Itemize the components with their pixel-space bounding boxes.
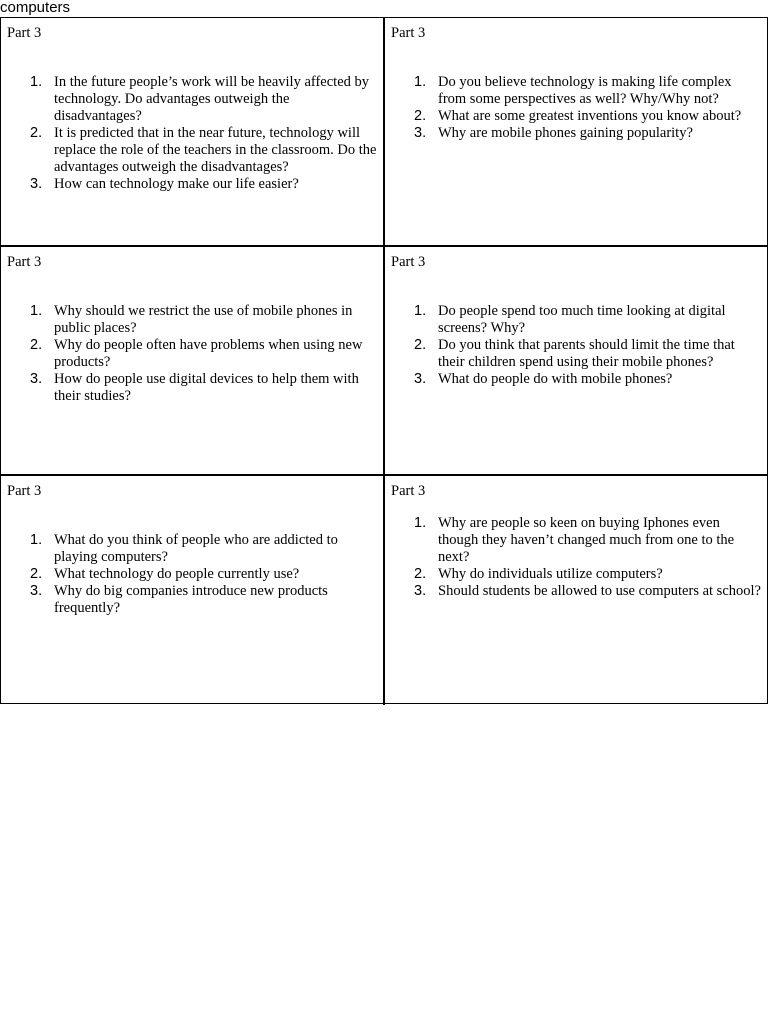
question-item (30, 532, 377, 566)
question-list (30, 74, 377, 193)
question-item (414, 125, 763, 142)
question-number: 3. (414, 371, 427, 387)
question-text: What are some greatest inventions you know about? (438, 108, 742, 124)
question-card (1, 247, 385, 476)
question-text: Why do big companies introduce new products frequently? (54, 583, 328, 616)
question-number: 1. (414, 303, 427, 319)
question-list (30, 303, 377, 405)
question-item (30, 566, 377, 583)
question-card (385, 247, 768, 476)
question-text: Do you think that parents should limit the time that their children spend using their mobile phones? (438, 337, 735, 370)
question-text: Why do individuals utilize computers? (438, 566, 663, 582)
question-item (414, 74, 763, 108)
question-list (414, 74, 763, 142)
question-card (385, 476, 768, 705)
question-card (385, 18, 768, 247)
question-number: 3. (30, 176, 43, 192)
question-list (414, 515, 763, 600)
question-number: 2. (30, 566, 43, 582)
question-item (30, 371, 377, 405)
question-text: Why do people often have problems when using new products? (54, 337, 363, 370)
question-item (414, 337, 763, 371)
question-item (30, 74, 377, 125)
question-number: 1. (30, 532, 43, 548)
question-number: 2. (414, 566, 427, 582)
question-item (30, 583, 377, 617)
question-text: Why are mobile phones gaining popularity? (438, 125, 693, 141)
question-text: Do you believe technology is making life complex from some perspectives as well? Why/Why not? (438, 74, 732, 107)
question-card (1, 18, 385, 247)
question-item (30, 176, 377, 193)
card-heading: Part 3 (7, 254, 42, 270)
question-number: 3. (30, 371, 43, 387)
question-item (414, 566, 763, 583)
question-number: 3. (414, 583, 427, 599)
question-card (1, 476, 385, 705)
question-item (414, 108, 763, 125)
question-number: 1. (414, 515, 427, 531)
question-number: 1. (30, 303, 43, 319)
question-list (414, 303, 763, 388)
question-list (30, 532, 377, 617)
question-number: 3. (414, 125, 427, 141)
question-number: 1. (414, 74, 427, 90)
question-text: Why should we restrict the use of mobile phones in public places? (54, 303, 353, 336)
question-item (30, 303, 377, 337)
question-item (30, 337, 377, 371)
question-number: 2. (414, 337, 427, 353)
question-item (414, 583, 763, 600)
question-number: 2. (414, 108, 427, 124)
question-text: How can technology make our life easier? (54, 176, 299, 192)
question-number: 3. (30, 583, 43, 599)
card-heading: Part 3 (391, 254, 426, 270)
question-text: It is predicted that in the near future, technology will replace the role of the teachers in the classroom. Do the advantages outweigh the disadvantages? (54, 125, 377, 175)
card-heading: Part 3 (391, 483, 426, 499)
question-text: Why are people so keen on buying Iphones even though they haven’t changed much from one to the next? (438, 515, 735, 565)
question-number: 2. (30, 125, 43, 141)
question-text: What do you think of people who are addicted to playing computers? (54, 532, 338, 565)
question-item (414, 303, 763, 337)
question-text: In the future people’s work will be heavily affected by technology. Do advantages outweigh the disadvantages? (54, 74, 369, 124)
question-text: What do people do with mobile phones? (438, 371, 673, 387)
card-heading: Part 3 (391, 25, 426, 41)
card-heading: Part 3 (7, 25, 42, 41)
question-item (414, 515, 763, 566)
question-text: How do people use digital devices to help them with their studies? (54, 371, 359, 404)
question-card-grid (0, 17, 768, 704)
card-heading: Part 3 (7, 483, 42, 499)
question-number: 1. (30, 74, 43, 90)
question-text: Should students be allowed to use computers at school? (438, 583, 761, 599)
document-title: computers (0, 0, 71, 16)
question-text: Do people spend too much time looking at digital screens? Why? (438, 303, 726, 336)
question-item (30, 125, 377, 176)
question-number: 2. (30, 337, 43, 353)
question-text: What technology do people currently use? (54, 566, 300, 582)
question-item (414, 371, 763, 388)
